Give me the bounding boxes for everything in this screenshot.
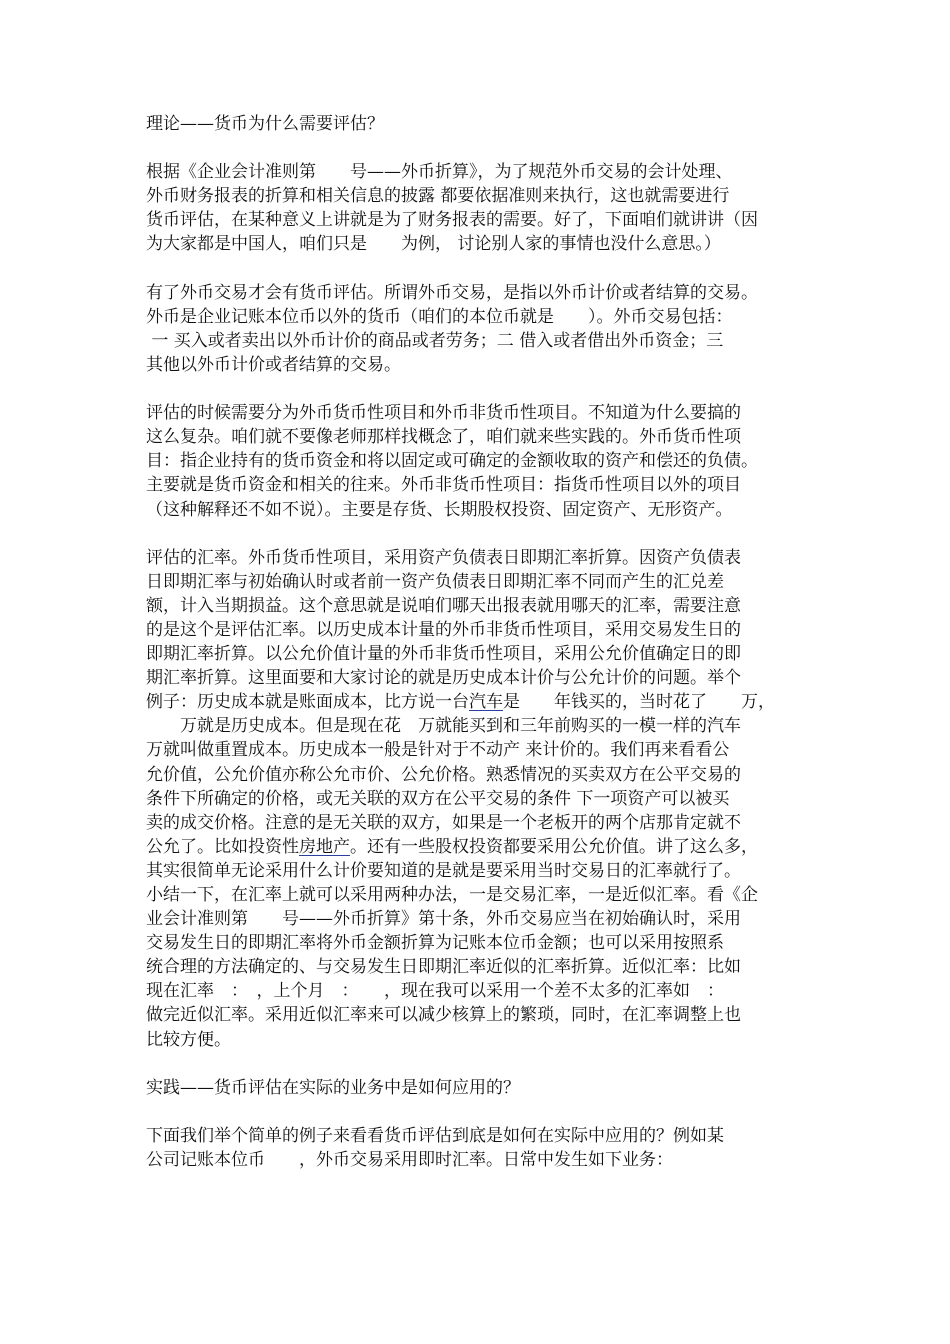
text-line: 现在汇率 ： ，上个月 ： ，现在我可以采用一个差不太多的汇率如 ： [146,981,724,1002]
text-segment: 公允了。比如投资性 [146,836,299,857]
paragraph-exchange-rate [146,546,818,1052]
section-heading-theory [146,112,818,136]
text-line: 为大家都是中国人，咱们只是 为例， 讨论别人家的事情也没什么意思。） [146,234,721,255]
text-line: 即期汇率折算。以公允价值计量的外币非货币性项目，采用公允价值确定日的即 [146,644,741,665]
text-line: 的是这个是评估汇率。以历史成本计量的外币非货币性项目，采用交易发生日的 [146,619,741,640]
text-segment: 。还有一些股权投资都要采用公允价值。讲了这么多， [350,836,758,857]
text-line: 小结一下，在汇率上就可以采用两种办法，一是交易汇率，一是近似汇率。看《企 [146,885,758,905]
document-page [146,112,818,1196]
text-line-with-link [146,690,818,714]
text-line: 比较方便。 [146,1029,231,1050]
heading-text: 理论——货币为什么需要评估？ [146,114,384,134]
text-line: 这么复杂。咱们就不要像老师那样找概念了，咱们就来些实践的。外币货币性项 [146,427,741,448]
paragraph-standard-intro [146,160,818,256]
text-line: 目：指企业持有的货币资金和将以固定或可确定的金额收取的资产和偿还的负债。 [146,451,758,472]
text-line: 主要就是货币资金和相关的往来。外币非货币性项目：指货币性项目以外的项目 [146,475,741,496]
text-line: 业会计准则第 号——外币折算》第十条，外币交易应当在初始确认时，采用 [146,909,741,930]
paragraph-monetary-items [146,401,818,521]
section-heading-practice [146,1076,818,1100]
text-line: 万就是历史成本。但是现在花 万就能买到和三年前购买的一模一样的汽车 [146,716,741,737]
text-line: 万就叫做重置成本。历史成本一般是针对于不动产 来计价的。我们再来看看公 [146,740,730,761]
text-line: 做完近似汇率。采用近似汇率来可以减少核算上的繁琐，同时，在汇率调整上也 [146,1005,741,1026]
text-line: 统合理的方法确定的、与交易发生日即期汇率近似的汇率折算。近似汇率：比如 [146,957,741,978]
text-line: （这种解释还不如不说）。主要是存货、长期股权投资、固定资产、无形资产。 [146,499,733,520]
text-line: 评估的汇率。外币货币性项目，采用资产负债表日即期汇率折算。因资产负债表 [146,547,741,568]
text-line: 货币评估，在某种意义上讲就是为了财务报表的需要。好了，下面咱们就讲讲（因 [146,210,758,231]
text-line: 评估的时候需要分为外币货币性项目和外币非货币性项目。不知道为什么要搞的 [146,403,741,424]
car-link[interactable]: 汽车 [469,692,503,713]
text-line: 条件下所确定的价格，或无关联的双方在公平交易的条件 下一项资产可以被买 [146,788,730,809]
text-line: 有了外币交易才会有货币评估。所谓外币交易，是指以外币计价或者结算的交易。 [146,282,758,303]
text-line: 根据《企业会计准则第 号——外币折算》，为了规范外币交易的会计处理、 [146,162,733,183]
text-line: 允价值，公允价值亦称公允市价、公允价格。熟悉情况的买卖双方在公平交易的 [146,764,741,785]
text-segment: 是 年钱买的，当时花了 万， [503,692,775,713]
paragraph-foreign-trade [146,281,818,377]
text-line: 公司记账本位币 ，外币交易采用即时汇率。日常中发生如下业务： [146,1150,673,1171]
text-line: 交易发生日的即期汇率将外币金额折算为记账本位币金额；也可以采用按照系 [146,933,724,954]
text-line: 日即期汇率与初始确认时或者前一资产负债表日即期汇率不同而产生的汇兑差 [146,571,724,592]
text-line: 额，计入当期损益。这个意思就是说咱们哪天出报表就用哪天的汇率，需要注意 [146,595,741,616]
text-line: 其实很简单无论采用什么计价要知道的是就是要采用当时交易日的汇率就行了。 [146,860,741,881]
text-segment: 例子：历史成本就是账面成本，比方说一台 [146,692,469,713]
text-line-with-link [146,835,818,859]
text-line: 卖的成交价格。注意的是无关联的双方，如果是一个老板开的两个店那肯定就不 [146,812,741,833]
text-line: 期汇率折算。这里面要和大家讨论的就是历史成本计价与公允计价的问题。举个 [146,668,741,689]
text-line: 其他以外币计价或者结算的交易。 [146,354,401,375]
text-line: 一 买入或者卖出以外币计价的商品或者劳务；二 借入或者借出外币资金；三 [146,330,724,351]
text-line: 下面我们举个简单的例子来看看货币评估到底是如何在实际中应用的？例如某 [146,1125,724,1146]
text-line: 外币财务报表的折算和相关信息的披露 都要依据准则来执行，这也就需要进行 [146,186,730,207]
text-line: 外币是企业记账本位币以外的货币（咱们的本位币就是 ）。外币交易包括： [146,306,733,327]
heading-text: 实践——货币评估在实际的业务中是如何应用的？ [146,1077,520,1098]
paragraph-example-intro [146,1124,818,1172]
real-estate-link[interactable]: 房地产 [299,836,350,857]
